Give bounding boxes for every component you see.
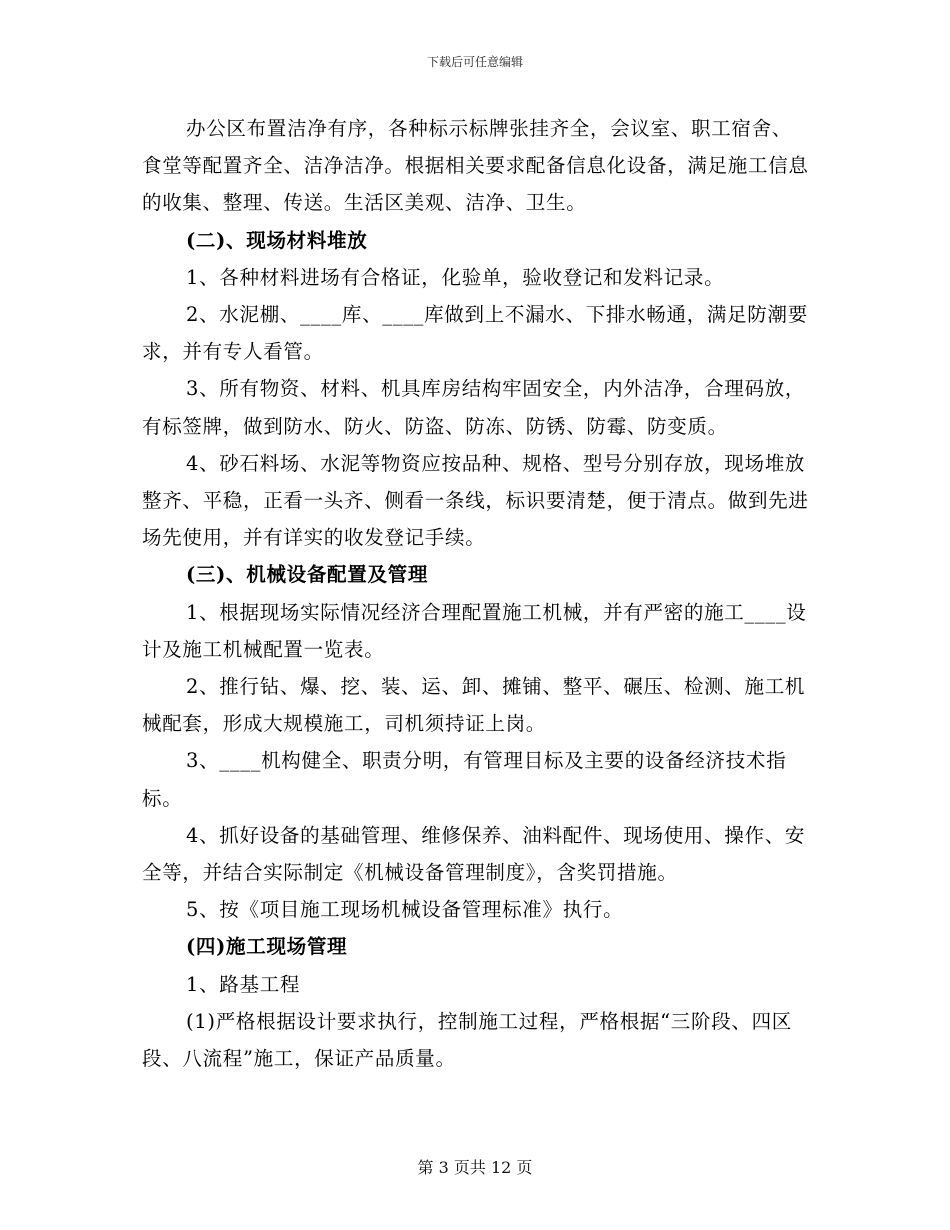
paragraph-item: 1、路基工程 xyxy=(186,972,301,996)
paragraph-item: 2、推行钻、爆、挖、装、运、卸、摊铺、整平、碾压、检测、施工机械配套，形成大规模施工，司机须持证上岗。 xyxy=(142,675,806,736)
paragraph-item: (1)严格根据设计要求执行，控制施工过程，严格根据“三阶段、四区段、八流程”施工，保证产品质量。 xyxy=(142,1009,792,1071)
paragraph-item: 4、抓好设备的基础管理、维修保养、油料配件、现场使用、操作、安全等，并结合实际制定《机械设备管理制度》，含奖罚措施。 xyxy=(142,823,806,885)
heading-site-management: (四)施工现场管理 xyxy=(186,935,348,959)
paragraph-item: 3、所有物资、材料、机具库房结构牢固安全，内外洁净，合理码放，有标签牌，做到防水、防火、防盗、防冻、防锈、防霉、防变质。 xyxy=(142,377,806,438)
heading-machinery: (三)、机械设备配置及管理 xyxy=(186,563,429,587)
paragraph-item: 5、按《项目施工现场机械设备管理标准》执行。 xyxy=(186,898,624,922)
page-footer: 第 3 页共 12 页 xyxy=(417,1158,533,1177)
document-body xyxy=(142,110,812,1077)
heading-material-storage: (二)、现场材料堆放 xyxy=(186,228,368,252)
paragraph-office-area: 办公区布置洁净有序，各种标示标牌张挂齐全，会议室、职工宿舍、食堂等配置齐全、洁净洁净。根据相关要求配备信息化设备，满足施工信息的收集、整理、传送。生活区美观、洁净、卫生。 xyxy=(142,117,809,215)
page-header: 下载后可任意编辑 xyxy=(426,55,523,69)
paragraph-item: 4、砂石料场、水泥等物资应按品种、规格、型号分别存放，现场堆放整齐、平稳，正看一头齐、侧看一条线，标识要清楚，便于清点。做到先进场先使用，并有详实的收发登记手续。 xyxy=(142,451,809,550)
paragraph-item: 1、各种材料进场有合格证，化验单，验收登记和发料记录。 xyxy=(186,265,725,289)
paragraph-item: 1、根据现场实际情况经济合理配置施工机械，并有严密的施工____设计及施工机械配置一览表。 xyxy=(142,600,807,661)
paragraph-item: 2、水泥棚、____库、____库做到上不漏水、下排水畅通，满足防潮要求，并有专人看管。 xyxy=(142,303,808,364)
paragraph-item: 3、____机构健全、职责分明，有管理目标及主要的设备经济技术指标。 xyxy=(142,749,787,810)
